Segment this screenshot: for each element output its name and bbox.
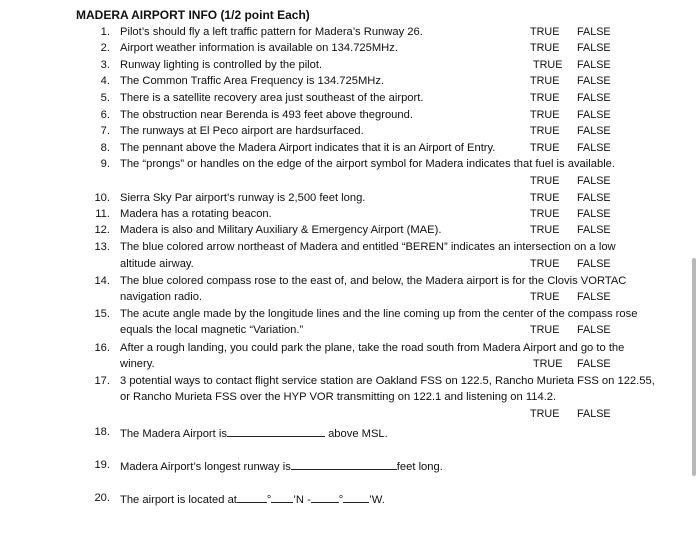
- question-text: The blue colored arrow northeast of Madera and entitled “BEREN” indicates an intersection on a low: [120, 241, 616, 253]
- question-text: Runway lighting is controlled by the pilot.: [120, 59, 323, 71]
- page-title: MADERA AIRPORT INFO (1/2 point Each): [76, 8, 310, 22]
- true-option: TRUE: [530, 291, 560, 303]
- question-number: 10.: [94, 192, 110, 204]
- question-number: 14.: [94, 275, 110, 287]
- north-label: ’N -: [293, 494, 311, 506]
- longitude-degrees-blank[interactable]: [311, 491, 339, 503]
- false-option: FALSE: [577, 258, 611, 270]
- fill-in-question: [120, 425, 388, 441]
- question-text: The airport is located at: [120, 494, 237, 506]
- question-text-continued: or Rancho Murieta FSS over the HYP VOR transmitting on 122.1 and listening on 114.2.: [120, 391, 557, 403]
- false-option: FALSE: [577, 142, 611, 154]
- true-option: TRUE: [530, 75, 560, 87]
- question-text-suffix: feet long.: [396, 461, 443, 473]
- question-number: 3.: [100, 59, 110, 71]
- false-option: FALSE: [577, 324, 611, 336]
- true-option: TRUE: [530, 192, 560, 204]
- question-text: Sierra Sky Par airport’s runway is 2,500 feet long.: [120, 192, 366, 204]
- question-number: 12.: [94, 224, 110, 236]
- latitude-degrees-blank[interactable]: [237, 491, 267, 503]
- vertical-scrollbar[interactable]: [692, 258, 696, 476]
- question-text-continued: navigation radio.: [120, 291, 203, 303]
- question-text: Madera Airport’s longest runway is: [120, 461, 291, 473]
- true-option: TRUE: [533, 59, 563, 71]
- question-text: The Madera Airport is: [120, 428, 227, 440]
- question-number: 11.: [95, 208, 110, 220]
- false-option: FALSE: [577, 59, 611, 71]
- question-number: 16.: [94, 342, 110, 354]
- true-option: TRUE: [530, 324, 560, 336]
- question-number: 6.: [100, 109, 110, 121]
- false-option: FALSE: [577, 92, 611, 104]
- question-number: 13.: [94, 241, 110, 253]
- answer-blank[interactable]: [227, 425, 325, 437]
- true-option: TRUE: [530, 408, 560, 420]
- false-option: FALSE: [577, 208, 611, 220]
- question-text: The acute angle made by the longitude lines and the line coming up from the center of the compass rose: [120, 308, 638, 320]
- true-option: TRUE: [530, 109, 560, 121]
- question-number: 1.: [100, 26, 110, 38]
- longitude-minutes-blank[interactable]: [343, 491, 369, 503]
- true-option: TRUE: [530, 26, 560, 38]
- false-option: FALSE: [577, 42, 611, 54]
- question-number: 15.: [94, 308, 110, 320]
- false-option: FALSE: [577, 175, 611, 187]
- question-text: The “prongs” or handles on the edge of the airport symbol for Madera indicates that fuel is available.: [120, 158, 616, 170]
- true-option: TRUE: [530, 258, 560, 270]
- question-number: 8.: [100, 142, 110, 154]
- question-text: 3 potential ways to contact flight service station are Oakland FSS on 122.5, Rancho Murieta FSS on 122.55,: [120, 375, 655, 387]
- true-option: TRUE: [533, 358, 563, 370]
- false-option: FALSE: [577, 75, 611, 87]
- true-option: TRUE: [530, 92, 560, 104]
- question-text: Airport weather information is available on 134.725MHz.: [120, 42, 398, 54]
- question-text: The Common Traffic Area Frequency is 134.725MHz.: [120, 75, 385, 87]
- false-option: FALSE: [577, 408, 611, 420]
- degree-symbol: °: [266, 494, 272, 506]
- question-text: Pilot’s should fly a left traffic pattern for Madera’s Runway 26.: [120, 26, 423, 38]
- true-option: TRUE: [530, 208, 560, 220]
- true-option: TRUE: [530, 125, 560, 137]
- fill-in-question: [120, 458, 443, 474]
- question-text-suffix: above MSL.: [328, 428, 388, 440]
- false-option: FALSE: [577, 358, 611, 370]
- true-option: TRUE: [530, 42, 560, 54]
- answer-blank[interactable]: [291, 458, 397, 470]
- latitude-minutes-blank[interactable]: [271, 491, 293, 503]
- question-number: 4.: [100, 75, 110, 87]
- question-number: 19.: [94, 459, 110, 471]
- false-option: FALSE: [577, 224, 611, 236]
- false-option: FALSE: [577, 291, 611, 303]
- west-label: ’W.: [369, 494, 385, 506]
- question-text-continued: altitude airway.: [120, 258, 194, 270]
- question-text: The pennant above the Madera Airport indicates that it is an Airport of Entry.: [120, 142, 496, 154]
- true-option: TRUE: [530, 175, 560, 187]
- question-text: The obstruction near Berenda is 493 feet above theground.: [120, 109, 413, 121]
- false-option: FALSE: [577, 125, 611, 137]
- question-text: Madera is also and Military Auxiliary & Emergency Airport (MAE).: [120, 224, 442, 236]
- true-option: TRUE: [530, 224, 560, 236]
- question-text-continued: winery.: [120, 358, 155, 370]
- question-text: After a rough landing, you could park the plane, take the road south from Madera Airport and go to the: [120, 342, 625, 354]
- question-number: 5.: [100, 92, 110, 104]
- degree-symbol: °: [338, 494, 344, 506]
- fill-in-question: [120, 491, 385, 507]
- question-number: 17.: [94, 375, 110, 387]
- question-number: 2.: [100, 42, 110, 54]
- question-text: Madera has a rotating beacon.: [120, 208, 272, 220]
- question-text: The blue colored compass rose to the east of, and below, the Madera airport is for the Clovis VORTAC: [120, 275, 627, 287]
- question-text-continued: equals the local magnetic “Variation.”: [120, 324, 304, 336]
- question-number: 20.: [94, 492, 110, 504]
- true-option: TRUE: [530, 142, 560, 154]
- false-option: FALSE: [577, 26, 611, 38]
- question-text: The runways at El Peco airport are hardsurfaced.: [120, 125, 364, 137]
- question-number: 9.: [100, 158, 110, 170]
- false-option: FALSE: [577, 192, 611, 204]
- question-number: 7.: [100, 125, 110, 137]
- question-text: There is a satellite recovery area just southeast of the airport.: [120, 92, 424, 104]
- false-option: FALSE: [577, 109, 611, 121]
- question-number: 18.: [94, 426, 110, 438]
